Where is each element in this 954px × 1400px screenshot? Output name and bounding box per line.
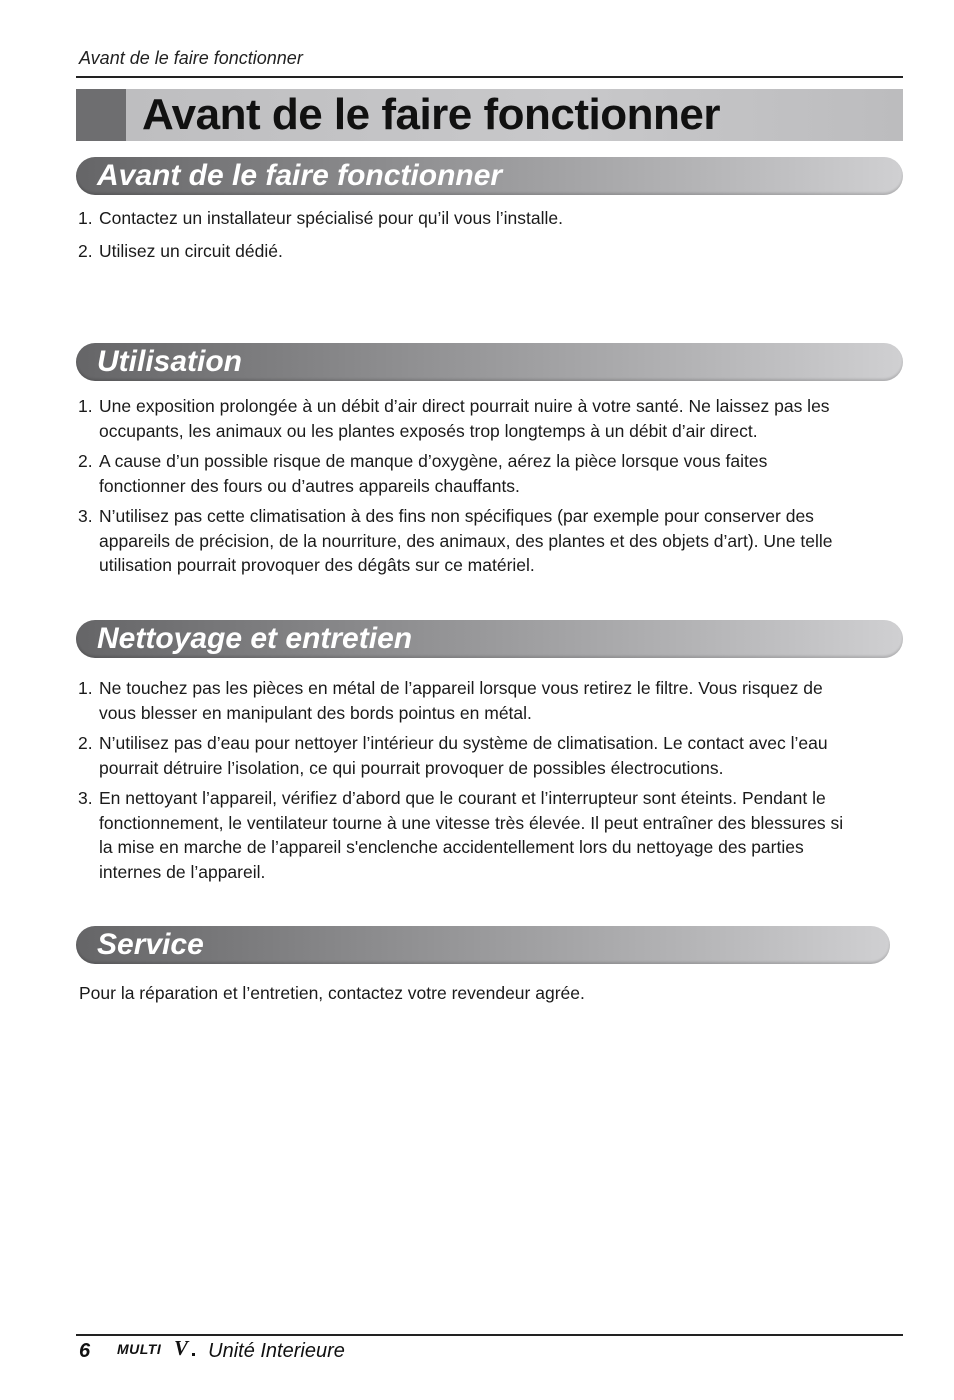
multi-v-logo [116,1337,204,1365]
item-line: N’utilisez pas cette climatisation à des fins non spécifiques (par exemple pour conserver des [99,506,814,526]
section-heading-label: Utilisation [97,345,243,378]
item-line: vous blesser en manipulant des bords pointus en métal. [99,702,532,723]
item-number: 1. [78,678,93,698]
item-line: pourrait détruire l’isolation, ce qui pourrait provoquer de possibles électrocutions. [99,757,724,778]
item-number: 2. [78,733,93,753]
page-number: 6 [79,1339,91,1362]
page-title: Avant de le faire fonctionner [142,90,720,139]
list-item [78,676,843,725]
svg-text:V: V [174,1337,189,1359]
list-item [78,239,563,264]
list-item [78,449,832,498]
item-line: En nettoyant l’appareil, vérifiez d’abord que le courant et l’interrupteur sont éteints. Pendant le [99,788,826,808]
list-item [78,394,832,443]
list-item [78,731,843,780]
title-bar [76,89,903,141]
item-number: 2. [78,240,93,261]
footer-subtitle: Unité Interieure [208,1339,345,1362]
item-number: 3. [78,788,93,808]
multi-v-logo-graphic [116,1337,204,1359]
title-block [76,89,126,141]
item-line: Une exposition prolongée à un débit d’air direct pourrait nuire à votre santé. Ne laissez pas les [99,396,830,416]
list-avant [78,206,563,263]
footer [79,1339,345,1363]
item-number: 3. [78,506,93,526]
item-number: 1. [78,208,93,228]
item-text: Utilisez un circuit dédié. [99,240,283,261]
item-line: appareils de précision, de la nourriture, des animaux, des plantes et des objets d’art). Une telle [99,530,833,551]
item-text: Contactez un installateur spécialisé pour qu’il vous l’installe. [99,208,563,228]
list-item [78,786,843,884]
list-item [78,504,832,578]
footer-rule [76,1334,903,1336]
item-line: Ne touchez pas les pièces en métal de l’appareil lorsque vous retirez le filtre. Vous risquez de [99,678,823,698]
running-header: Avant de le faire fonctionner [79,48,303,68]
item-line: N’utilisez pas d’eau pour nettoyer l’intérieur du système de climatisation. Le contact avec l’eau [99,733,828,753]
service-paragraph: Pour la réparation et l’entretien, contactez votre revendeur agrée. [79,983,585,1003]
section-heading-label: Nettoyage et entretien [97,622,413,655]
section-heading-service [76,926,890,964]
section-heading-label: Avant de le faire fonctionner [97,159,503,192]
item-line: fonctionnement, le ventilateur tourne à une vitesse très élevée. Il peut entraîner des blessures si [99,812,844,833]
item-line: fonctionner des fours ou d’autres appareils chauffants. [99,475,520,496]
svg-text:MULTI: MULTI [117,1341,162,1357]
item-line: occupants, les animaux ou les plantes exposés trop longtemps à un débit d’air direct. [99,420,758,441]
section-heading-avant [76,157,903,195]
item-line: utilisation pourrait provoquer des dégâts sur ce matériel. [99,555,535,575]
list-item [78,206,563,231]
item-line: la mise en marche de l’appareil s'enclenche accidentellement lors du nettoyage des parties [99,837,804,857]
item-number: 1. [78,396,93,416]
section-heading-utilisation [76,343,903,381]
section-heading-label: Service [97,928,204,961]
item-line: A cause d’un possible risque de manque d’oxygène, aérez la pièce lorsque vous faites [99,451,768,471]
item-line: internes de l’appareil. [99,861,266,882]
item-number: 2. [78,451,93,471]
header-rule [76,76,903,78]
list-utilisation [78,394,832,578]
list-nettoyage [78,676,843,884]
section-heading-nettoyage [76,620,903,658]
